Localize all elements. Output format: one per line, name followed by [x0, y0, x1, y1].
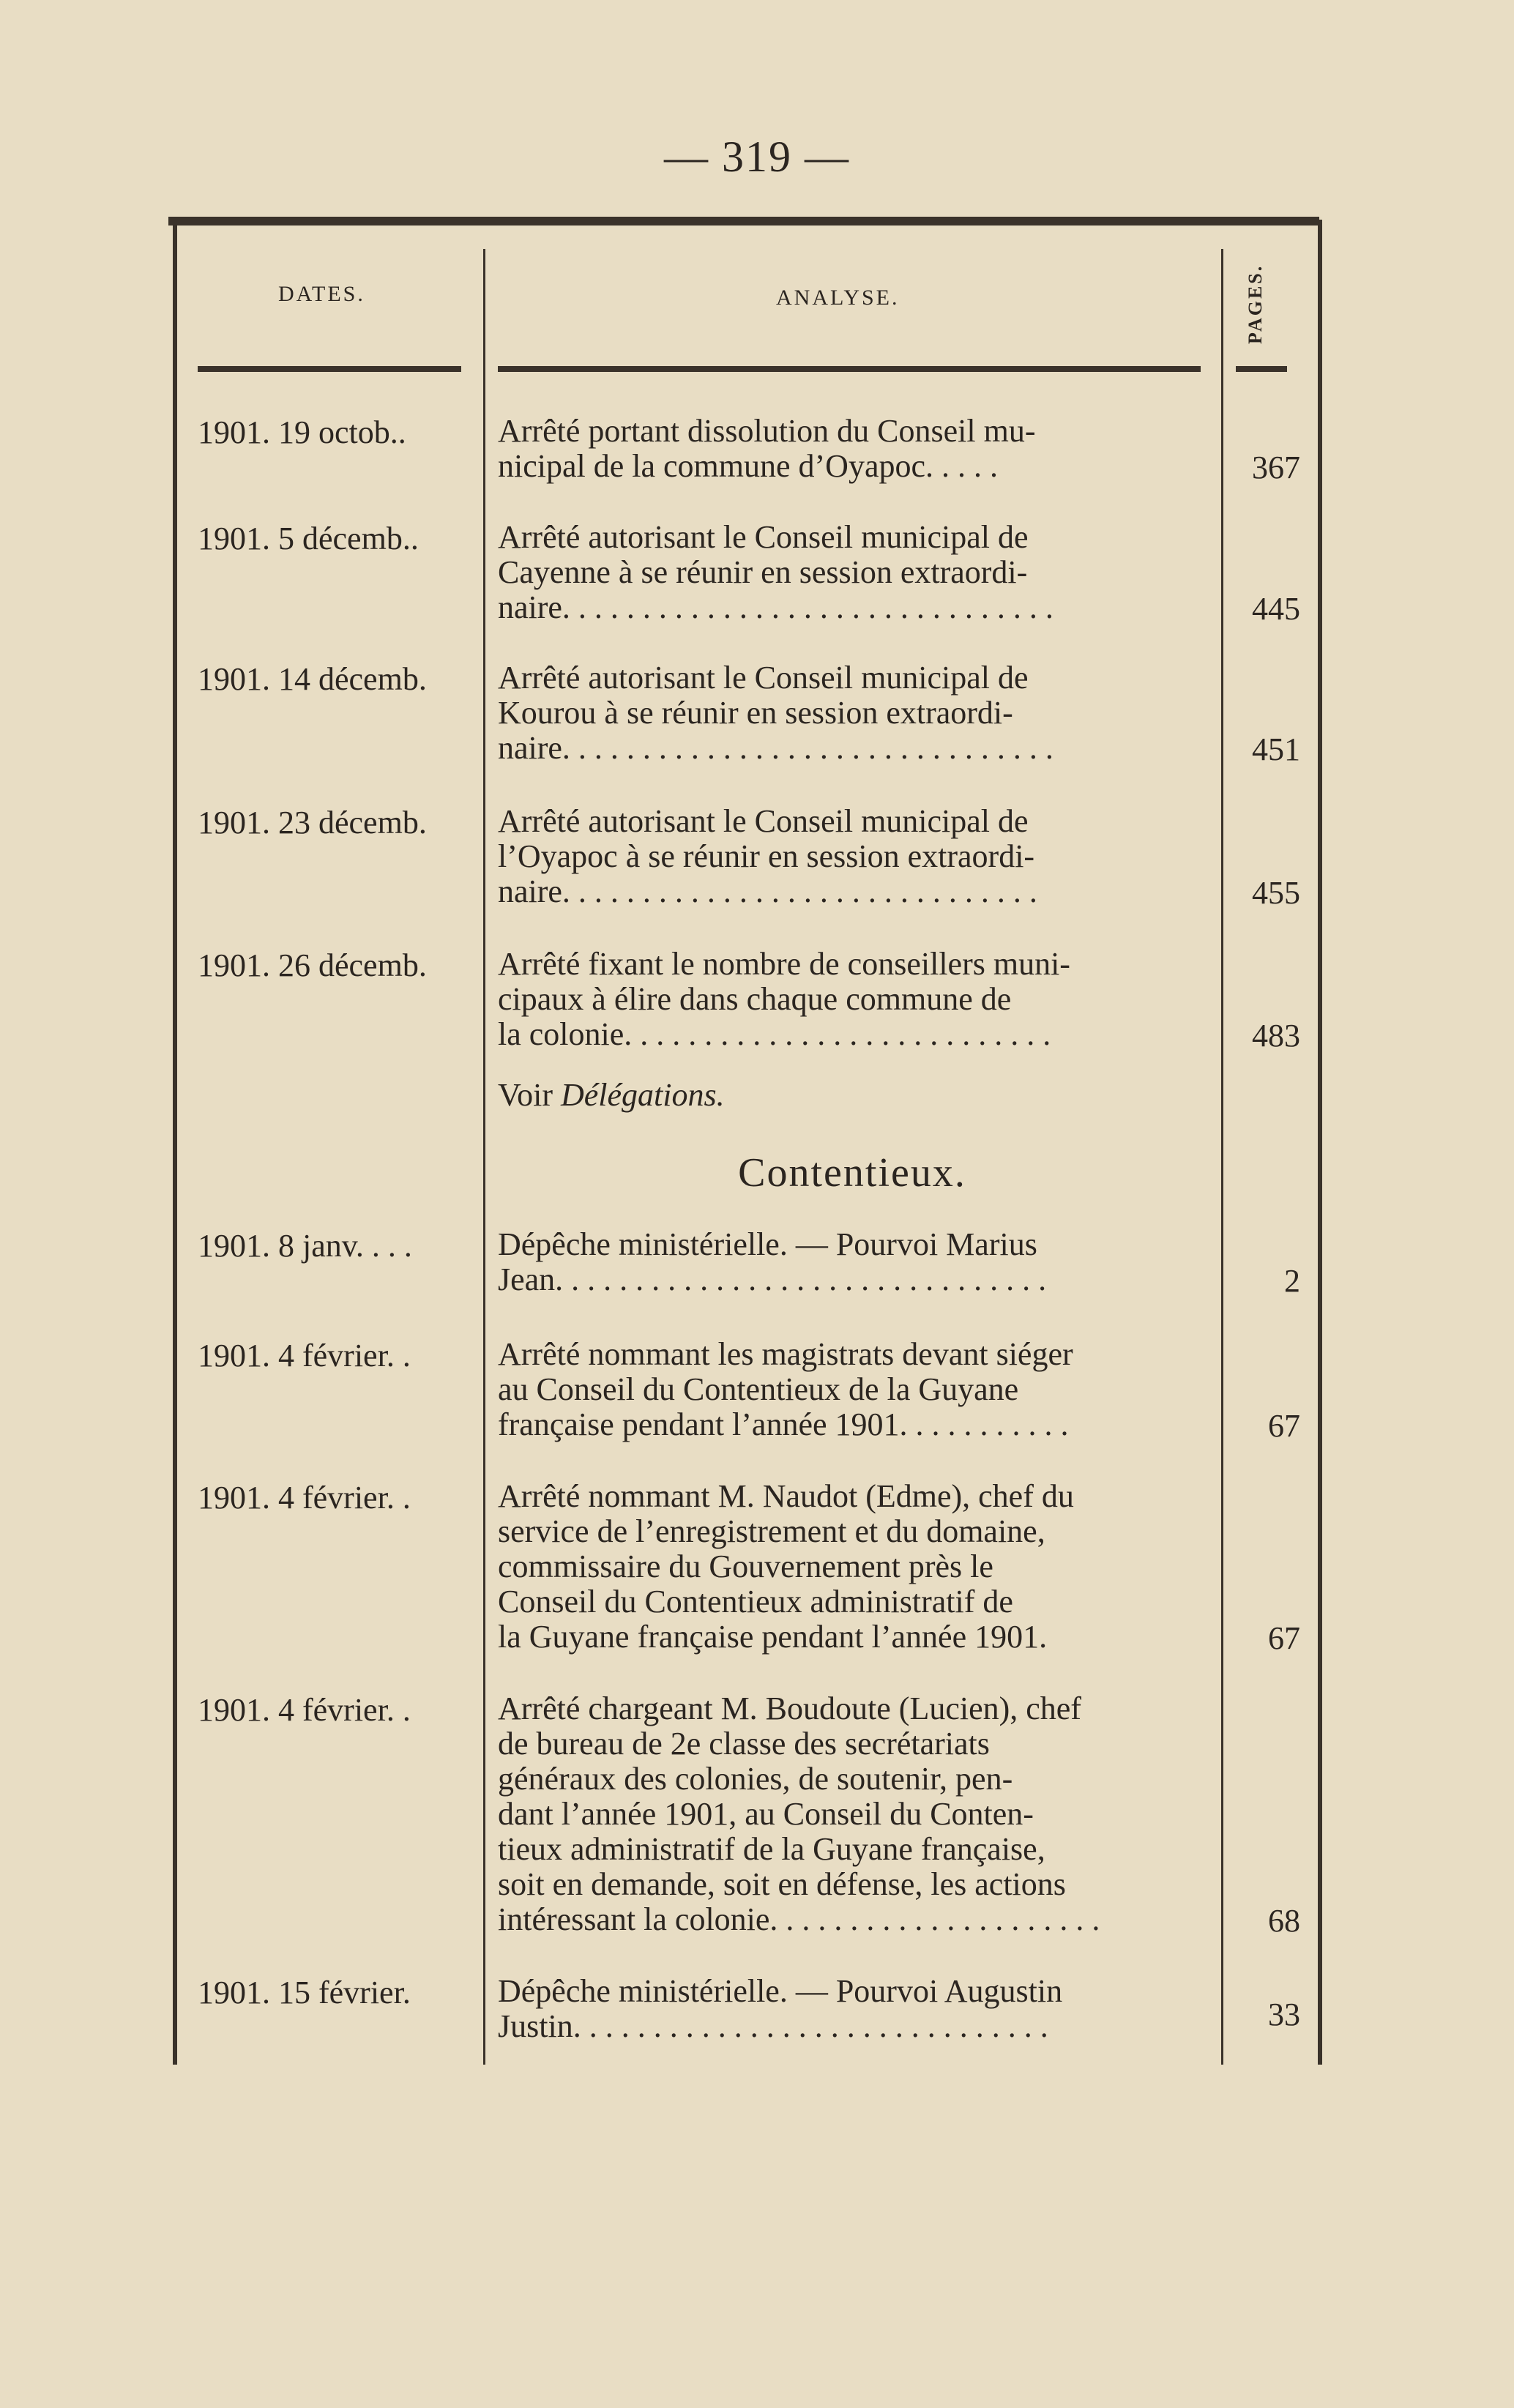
entry-page: 68 — [1268, 1903, 1300, 1939]
header-analyse: ANALYSE. — [776, 286, 900, 310]
header-rule-dates — [198, 366, 461, 372]
entry-analysis: Arrêté portant dissolution du Conseil mu- nicipal de la commune d’Oyapoc. . . . . — [498, 413, 1036, 484]
entry-page: 451 — [1252, 731, 1300, 767]
entry-analysis: Arrêté autorisant le Conseil municipal de l’Oyapoc à se réunir en session extraordi- naire. . . . . . . . . . . . . . . . . . . . . . . . . . . . . . — [498, 803, 1037, 909]
entry-date: 1901. 19 octob.. — [198, 414, 406, 450]
entry-date: 1901. 15 février. — [198, 1975, 411, 2010]
entry-analysis: Arrêté autorisant le Conseil municipal de Kourou à se réunir en session extraordi- naire. . . . . . . . . . . . . . . . . . . . . . . . . . . . . . . — [498, 660, 1054, 766]
entry-analysis: Arrêté nommant M. Naudot (Edme), chef du service de l’enregistrement et du domaine, commissaire du Gouvernement près le Conseil du Contentieux administratif de la Guyane française pendant l’année 1901. — [498, 1478, 1074, 1655]
section-title: Contentieux. — [738, 1150, 966, 1196]
see-also-prefix: Voir — [498, 1077, 553, 1113]
entry-page: 67 — [1268, 1620, 1300, 1656]
header-rule-analyse — [498, 366, 1201, 372]
entry-page: 445 — [1252, 591, 1300, 627]
entry-analysis: Dépêche ministérielle. — Pourvoi Marius Jean. . . . . . . . . . . . . . . . . . . . . . . . . . . . . . . — [498, 1226, 1047, 1297]
entry-date: 1901. 8 janv. . . . — [198, 1228, 412, 1264]
entry-analysis: Arrêté fixant le nombre de conseillers muni- cipaux à élire dans chaque commune de la colonie. . . . . . . . . . . . . . . . . . . . . . . . . . . — [498, 946, 1070, 1052]
see-also-link: Délégations. — [560, 1077, 725, 1113]
entry-date: 1901. 4 février. . — [198, 1480, 411, 1516]
entry-date: 1901. 4 février. . — [198, 1692, 411, 1728]
entry-date: 1901. 26 décemb. — [198, 947, 427, 983]
entry-date: 1901. 23 décemb. — [198, 805, 427, 840]
entry-analysis: Arrêté chargeant M. Boudoute (Lucien), chef de bureau de 2e classe des secrétariats généraux des colonies, de soutenir, pen- dant l’année 1901, au Conseil du Conten- tieux administratif de la Guyane française, soit en demande, soit en défense, les actions intéressant la colonie. . . . . . . . . . . . . . . . . . . . . — [498, 1691, 1100, 1937]
entry-page: 33 — [1268, 1997, 1300, 2032]
entry-page: 367 — [1252, 450, 1300, 485]
entry-date: 1901. 14 décemb. — [198, 661, 427, 697]
entry-page: 483 — [1252, 1018, 1300, 1054]
entry-page: 67 — [1268, 1408, 1300, 1444]
header-dates: DATES. — [278, 282, 365, 306]
entry-analysis: Arrêté autorisant le Conseil municipal de Cayenne à se réunir en session extraordi- naire. . . . . . . . . . . . . . . . . . . . . . . . . . . . . . . — [498, 519, 1054, 625]
entry-date: 1901. 4 février. . — [198, 1338, 411, 1373]
entry-analysis: Arrêté nommant les magistrats devant siéger au Conseil du Contentieux de la Guyane française pendant l’année 1901. . . . . . . . . . . — [498, 1336, 1073, 1442]
see-also-note — [498, 1076, 725, 1114]
entry-page: 455 — [1252, 875, 1300, 911]
header-pages: PAGES. — [1245, 264, 1266, 344]
entry-date: 1901. 5 décemb.. — [198, 521, 419, 556]
page-number: — 319 — — [664, 133, 850, 181]
entry-page: 2 — [1284, 1263, 1300, 1299]
entry-analysis: Dépêche ministérielle. — Pourvoi Augustin Justin. . . . . . . . . . . . . . . . . . . . . . . . . . . . . . — [498, 1973, 1063, 2044]
header-rule-pages — [1236, 366, 1287, 372]
